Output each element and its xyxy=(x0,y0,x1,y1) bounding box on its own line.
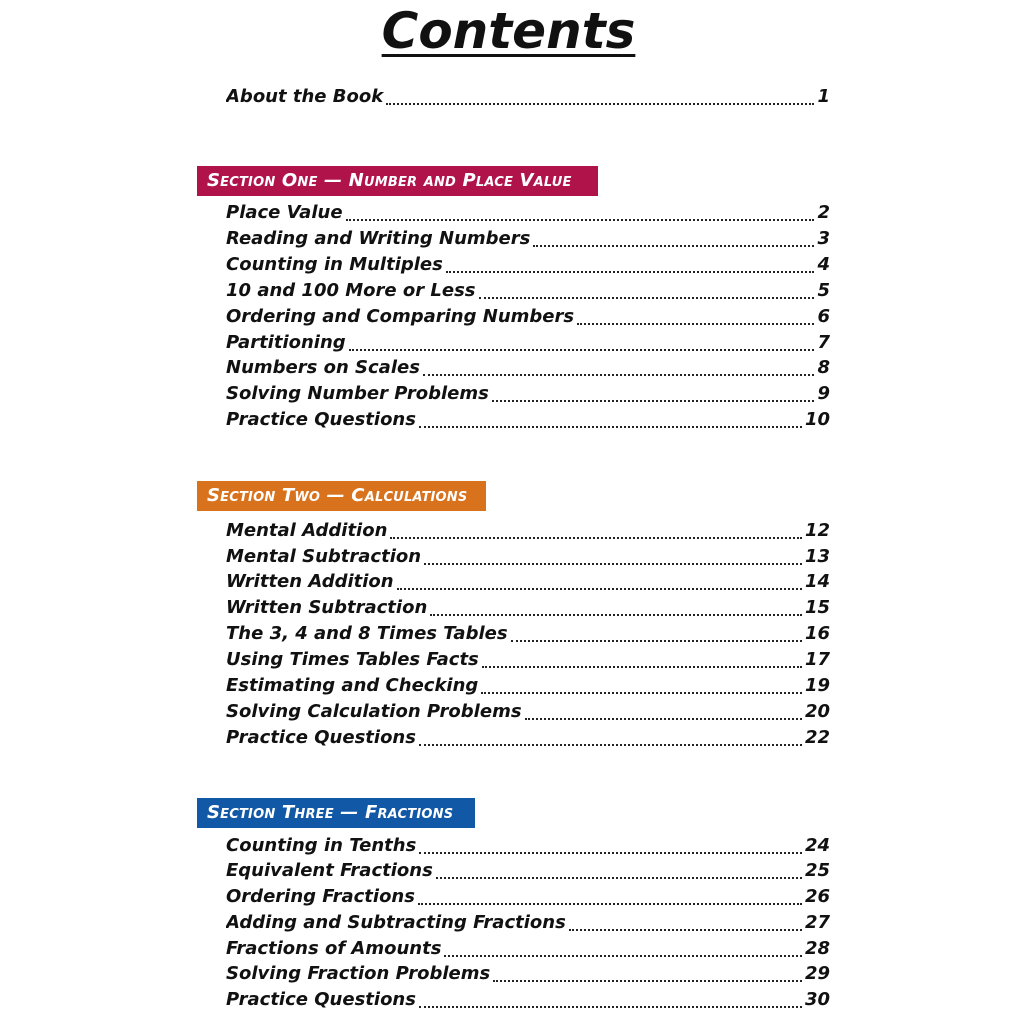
toc-entry-page: 7 xyxy=(817,332,830,353)
toc-entry-page: 8 xyxy=(817,357,830,378)
page-title: Contents xyxy=(381,2,636,60)
toc-entry xyxy=(226,621,830,647)
toc-entry-label: Counting in Multiples xyxy=(226,254,443,275)
dot-leader xyxy=(511,640,802,642)
toc-entry-label: Solving Number Problems xyxy=(226,383,489,404)
dot-leader xyxy=(446,271,815,273)
toc-entry-page: 12 xyxy=(804,520,830,541)
toc-entry xyxy=(226,226,830,252)
toc-entry xyxy=(226,304,830,330)
dot-leader xyxy=(577,323,814,325)
dot-leader xyxy=(419,744,802,746)
toc-entry-page: 13 xyxy=(804,546,830,567)
toc-entry xyxy=(226,200,830,226)
dot-leader xyxy=(436,877,802,879)
toc-entry xyxy=(226,699,830,725)
toc-entry xyxy=(226,833,830,859)
dot-leader xyxy=(419,1006,802,1008)
toc-entry xyxy=(226,355,830,381)
dot-leader xyxy=(525,718,802,720)
toc-entry-page: 28 xyxy=(804,938,830,959)
toc-entry xyxy=(226,569,830,595)
dot-leader xyxy=(492,400,815,402)
toc-entry-label: Mental Addition xyxy=(226,520,388,541)
toc-entry-page: 2 xyxy=(817,202,830,223)
toc-entry-page: 27 xyxy=(804,912,830,933)
toc-entry xyxy=(226,647,830,673)
toc-entry-page: 5 xyxy=(817,280,830,301)
toc-entry-page: 1 xyxy=(817,86,830,107)
toc-entry-label: Counting in Tenths xyxy=(226,835,417,856)
toc-entry-page: 24 xyxy=(804,835,830,856)
dot-leader xyxy=(419,852,802,854)
toc-entry xyxy=(226,725,830,751)
toc-entry xyxy=(226,330,830,356)
toc-entry-label: Using Times Tables Facts xyxy=(226,649,479,670)
toc-entry-page: 26 xyxy=(804,886,830,907)
toc-entry-label: Reading and Writing Numbers xyxy=(226,228,531,249)
toc-entry-label: Estimating and Checking xyxy=(226,675,479,696)
dot-leader xyxy=(533,245,814,247)
toc-entry-page: 20 xyxy=(804,701,830,722)
toc-entry-about xyxy=(226,84,830,110)
toc-entry-label: Practice Questions xyxy=(226,409,416,430)
section-heading-fractions: Section Three — Fractions xyxy=(197,798,475,828)
dot-leader xyxy=(390,537,802,539)
toc-entry-page: 3 xyxy=(817,228,830,249)
toc-entry xyxy=(226,518,830,544)
toc-entry-label: Adding and Subtracting Fractions xyxy=(226,912,566,933)
section-heading-calculations: Section Two — Calculations xyxy=(197,481,486,511)
toc-entry xyxy=(226,595,830,621)
toc-entry-label: Practice Questions xyxy=(226,989,416,1010)
dot-leader xyxy=(386,103,814,105)
toc-entry-page: 16 xyxy=(804,623,830,644)
toc-entry-page: 17 xyxy=(804,649,830,670)
dot-leader xyxy=(419,426,802,428)
toc-entry xyxy=(226,673,830,699)
toc-entry xyxy=(226,961,830,987)
toc-entry-page: 15 xyxy=(804,597,830,618)
dot-leader xyxy=(481,692,802,694)
toc-entry-page: 6 xyxy=(817,306,830,327)
toc-entry xyxy=(226,278,830,304)
toc-entry xyxy=(226,910,830,936)
dot-leader xyxy=(397,588,802,590)
toc-entry-page: 4 xyxy=(817,254,830,275)
dot-leader xyxy=(423,374,815,376)
toc-entry-label: Fractions of Amounts xyxy=(226,938,442,959)
dot-leader xyxy=(430,614,802,616)
toc-entry xyxy=(226,858,830,884)
dot-leader xyxy=(569,929,802,931)
toc-entry-label: Written Subtraction xyxy=(226,597,428,618)
toc-entry-label: Equivalent Fractions xyxy=(226,860,433,881)
toc-entry-label: Ordering Fractions xyxy=(226,886,415,907)
dot-leader xyxy=(346,219,815,221)
dot-leader xyxy=(493,980,802,982)
toc-entry xyxy=(226,987,830,1013)
toc-entry-label: Ordering and Comparing Numbers xyxy=(226,306,575,327)
toc-entry xyxy=(226,407,830,433)
toc-entry xyxy=(226,936,830,962)
toc-entry-label: Solving Calculation Problems xyxy=(226,701,522,722)
toc-entry-label: About the Book xyxy=(226,86,384,107)
toc-entry xyxy=(226,252,830,278)
toc-entry-page: 19 xyxy=(804,675,830,696)
toc-entry-label: 10 and 100 More or Less xyxy=(226,280,476,301)
toc-entry-label: Practice Questions xyxy=(226,727,416,748)
toc-entry-page: 14 xyxy=(804,571,830,592)
toc-entry-label: Partitioning xyxy=(226,332,346,353)
toc-entry-label: Solving Fraction Problems xyxy=(226,963,491,984)
dot-leader xyxy=(444,955,802,957)
toc-entry xyxy=(226,381,830,407)
toc-entry-label: Numbers on Scales xyxy=(226,357,420,378)
toc-entry-page: 25 xyxy=(804,860,830,881)
toc-entry-page: 10 xyxy=(804,409,830,430)
dot-leader xyxy=(482,666,802,668)
toc-entry-label: Written Addition xyxy=(226,571,394,592)
toc-entry-page: 30 xyxy=(804,989,830,1010)
toc-entry-page: 29 xyxy=(804,963,830,984)
toc-entry-label: The 3, 4 and 8 Times Tables xyxy=(226,623,508,644)
dot-leader xyxy=(479,297,815,299)
dot-leader xyxy=(418,903,802,905)
toc-entry-page: 9 xyxy=(817,383,830,404)
dot-leader xyxy=(424,563,802,565)
toc-entry-page: 22 xyxy=(804,727,830,748)
toc-entry xyxy=(226,884,830,910)
toc-entry-label: Mental Subtraction xyxy=(226,546,422,567)
toc-entry-label: Place Value xyxy=(226,202,343,223)
dot-leader xyxy=(349,349,815,351)
section-heading-number-place-value: Section One — Number and Place Value xyxy=(197,166,598,196)
toc-entry xyxy=(226,544,830,570)
